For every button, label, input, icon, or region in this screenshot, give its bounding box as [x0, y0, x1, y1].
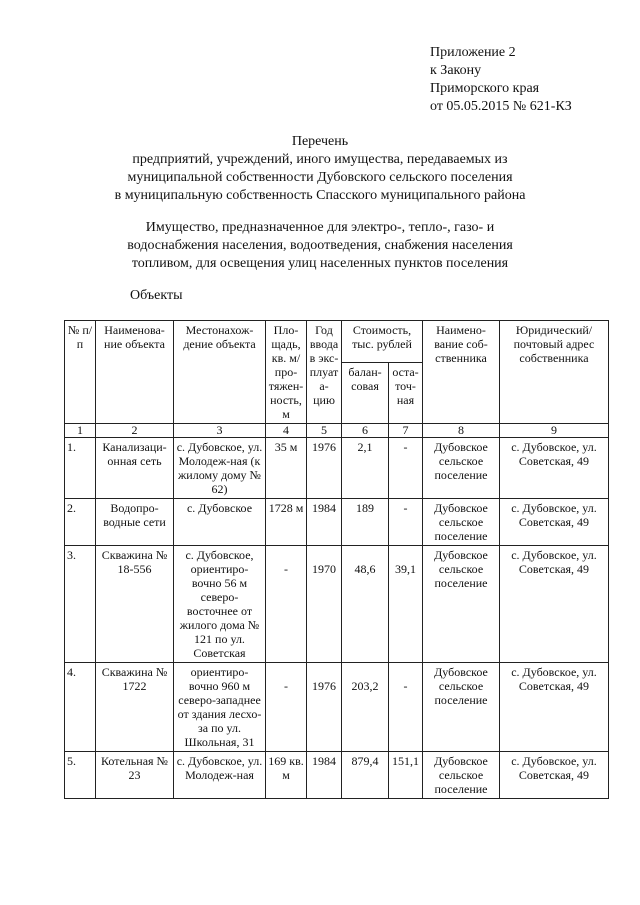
title-line: в муниципальную собственность Спасского муниципального района	[114, 188, 526, 203]
cell-balance: 2,1	[342, 438, 389, 499]
column-number: 5	[307, 424, 342, 438]
header-area: Пло-щадь, кв. м/ про-тяжен-ность, м	[266, 321, 307, 424]
table-row	[65, 663, 609, 752]
cell-num: 4.	[65, 663, 96, 752]
header-owner: Наимено-вание соб-ственника	[423, 321, 500, 424]
cell-address: с. Дубовское, ул. Советская, 49	[500, 752, 609, 799]
cell-area: 35 м	[266, 438, 307, 499]
appendix-line: к Закону	[430, 63, 482, 78]
cell-address: с. Дубовское, ул. Советская, 49	[500, 438, 609, 499]
header-address: Юридический/ почтовый адрес собственника	[500, 321, 609, 424]
appendix-reference	[430, 44, 572, 116]
cell-year: 1976	[307, 663, 342, 752]
header-name: Наименова-ние объекта	[96, 321, 174, 424]
cell-location: с. Дубовское, ул. Молодеж-ная (к жилому дому № 62)	[174, 438, 266, 499]
cell-owner: Дубовское сельское поселение	[423, 438, 500, 499]
appendix-line: Приморского края	[430, 81, 540, 96]
subtitle-line: водоснабжения населения, водоотведения, снабжения населения	[127, 238, 513, 253]
cell-year: 1976	[307, 438, 342, 499]
header-year: Год ввода в экс-плуата-цию	[307, 321, 342, 424]
cell-owner: Дубовское сельское поселение	[423, 499, 500, 546]
cell-year: 1984	[307, 752, 342, 799]
cell-owner: Дубовское сельское поселение	[423, 663, 500, 752]
column-number: 2	[96, 424, 174, 438]
header-residual: оста-точ-ная	[389, 363, 423, 424]
cell-owner: Дубовское сельское поселение	[423, 752, 500, 799]
column-number: 3	[174, 424, 266, 438]
cell-area: -	[266, 546, 307, 663]
table-row	[65, 546, 609, 663]
appendix-line: от 05.05.2015 № 621-КЗ	[430, 99, 572, 114]
cell-residual: 39,1	[389, 546, 423, 663]
cell-balance: 203,2	[342, 663, 389, 752]
cell-location: с. Дубовское, ориентиро-вочно 56 м северо-восточнее от жилого дома № 121 по ул. Советская	[174, 546, 266, 663]
title-line: муниципальной собственности Дубовского сельского поселения	[127, 170, 513, 185]
column-number: 1	[65, 424, 96, 438]
cell-name: Канализаци-онная сеть	[96, 438, 174, 499]
objects-table	[64, 320, 609, 799]
cell-residual: 151,1	[389, 752, 423, 799]
column-number: 8	[423, 424, 500, 438]
cell-balance: 189	[342, 499, 389, 546]
header-num: № п/п	[65, 321, 96, 424]
header-location: Местонахож-дение объекта	[174, 321, 266, 424]
cell-year: 1984	[307, 499, 342, 546]
cell-num: 1.	[65, 438, 96, 499]
column-number-row	[65, 424, 609, 438]
cell-residual: -	[389, 438, 423, 499]
title-line: Перечень	[291, 134, 349, 149]
cell-location: с. Дубовское, ул. Молодеж-ная	[174, 752, 266, 799]
cell-balance: 48,6	[342, 546, 389, 663]
cell-address: с. Дубовское, ул. Советская, 49	[500, 663, 609, 752]
cell-num: 2.	[65, 499, 96, 546]
column-number: 4	[266, 424, 307, 438]
cell-name: Котельная № 23	[96, 752, 174, 799]
title-line: предприятий, учреждений, иного имущества, передаваемых из	[132, 152, 508, 167]
cell-residual: -	[389, 499, 423, 546]
cell-balance: 879,4	[342, 752, 389, 799]
table-row	[65, 438, 609, 499]
appendix-line: Приложение 2	[430, 45, 516, 60]
cell-area: 1728 м	[266, 499, 307, 546]
cell-area: -	[266, 663, 307, 752]
cell-address: с. Дубовское, ул. Советская, 49	[500, 499, 609, 546]
cell-year: 1970	[307, 546, 342, 663]
subtitle-line: топливом, для освещения улиц населенных пунктов поселения	[131, 256, 509, 271]
header-balance: балан-совая	[342, 363, 389, 424]
cell-name: Скважина № 1722	[96, 663, 174, 752]
document-title	[0, 133, 640, 205]
table-row	[65, 752, 609, 799]
column-number: 7	[389, 424, 423, 438]
cell-location: ориентиро-вочно 960 м северо-западнее от здания лесхо-за по ул. Школьная, 31	[174, 663, 266, 752]
cell-address: с. Дубовское, ул. Советская, 49	[500, 546, 609, 663]
cell-num: 5.	[65, 752, 96, 799]
table-row	[65, 499, 609, 546]
cell-residual: -	[389, 663, 423, 752]
document-subtitle	[0, 219, 640, 273]
cell-owner: Дубовское сельское поселение	[423, 546, 500, 663]
cell-location: с. Дубовское	[174, 499, 266, 546]
cell-name: Водопро-водные сети	[96, 499, 174, 546]
column-number: 9	[500, 424, 609, 438]
subtitle-line: Имущество, предназначенное для электро-, тепло-, газо- и	[145, 220, 495, 235]
column-number: 6	[342, 424, 389, 438]
cell-area: 169 кв. м	[266, 752, 307, 799]
header-cost: Стоимость, тыс. рублей	[342, 321, 423, 363]
cell-name: Скважина № 18-556	[96, 546, 174, 663]
section-label: Объекты	[130, 288, 183, 303]
cell-num: 3.	[65, 546, 96, 663]
